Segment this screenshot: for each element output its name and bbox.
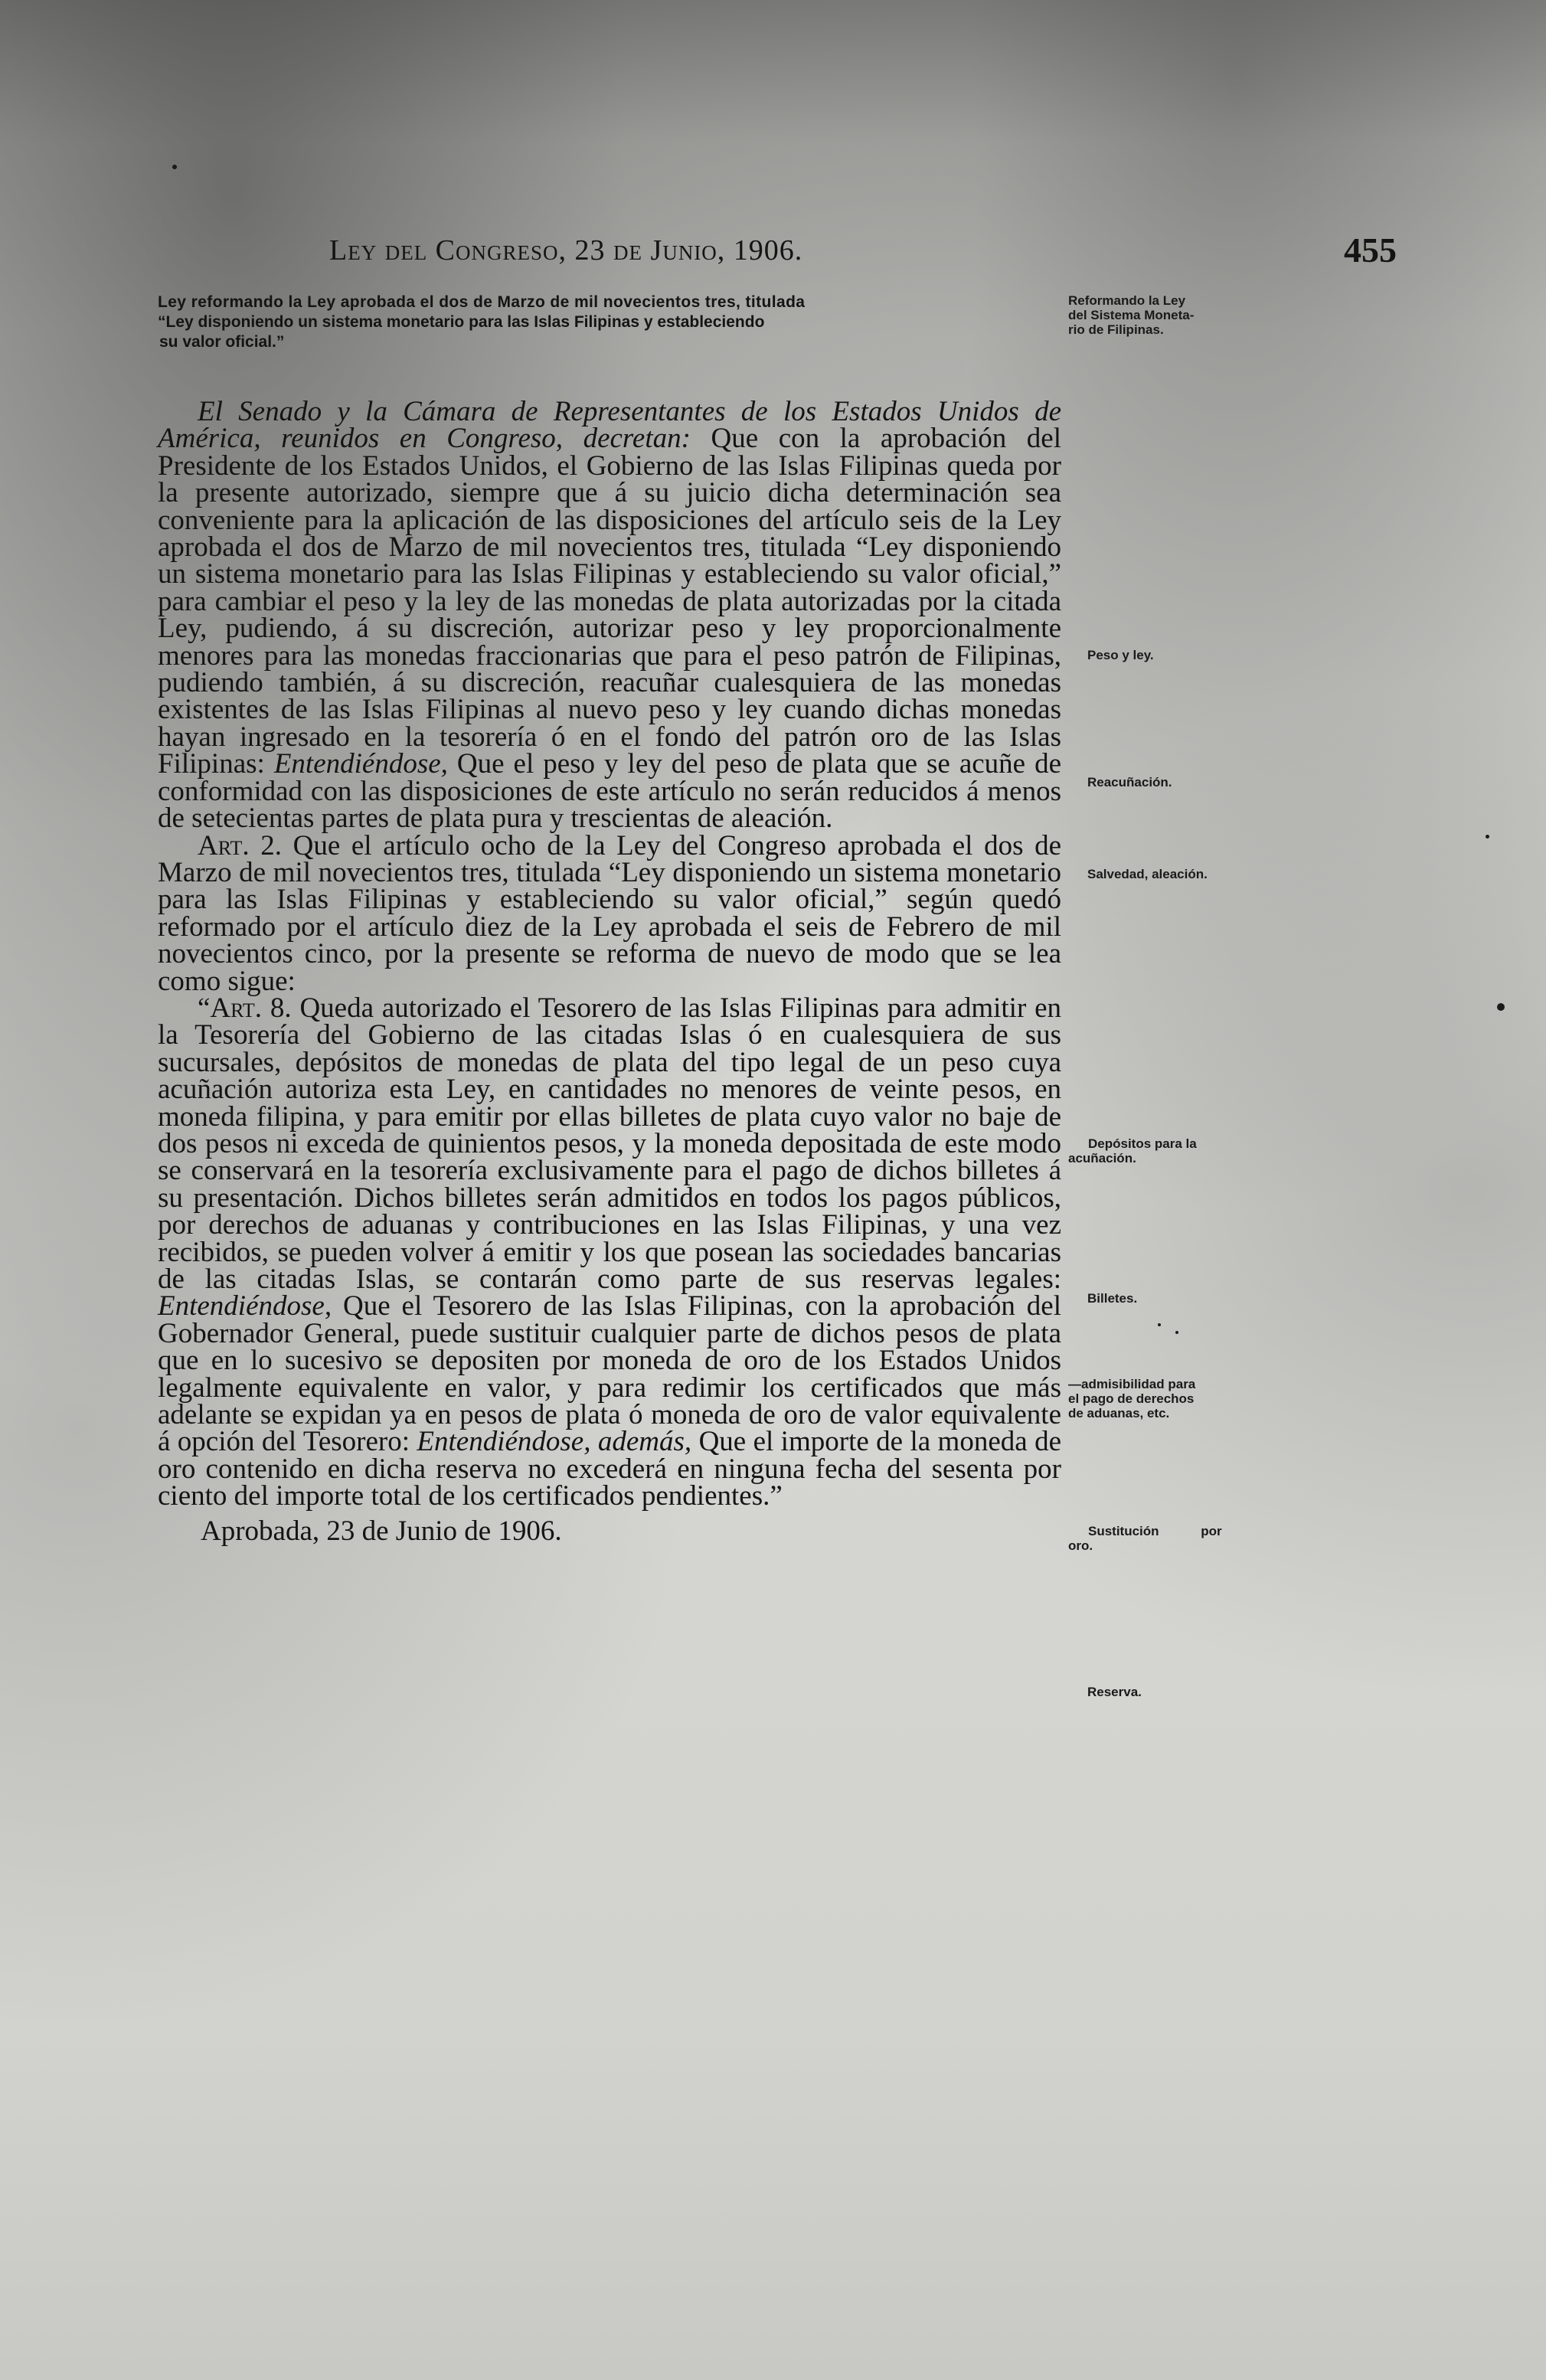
article-8-text: Queda autorizado el Tesorero de las Islas Filipinas para admitir en la Tesorería del Gobierno de las citadas Islas ó en cualesquiera de sus sucursales, depósitos de monedas de plata del tipo legal de un peso cuya acuñación autoriza esta Ley, en cantidades no menores de veinte pesos, en moneda filipina, y para emitir por ellas billetes de plata cuyo valor no baje de dos pesos ni exceda de quinientos pesos, y la moneda depositada de este modo se conservará en la tesorería exclusivamente para el pago de dichos billetes á su presentación. Dichos billetes serán admitidos en todos los pagos públicos, por derechos de aduanas y contribuciones en las Islas Filipinas, y una vez recibidos, se pueden volver á emitir y los que posean las sociedades bancarias de las citadas Islas, se contarán como parte de sus reservas legales: [158,992,1062,1295]
article-2 [158,829,1062,997]
side-note-salvedad [1087,867,1317,881]
side-note-reserva [1087,1685,1317,1699]
law-title-line-1: Ley reformando la Ley aprobada el dos de Marzo de mil novecientos tres, titulada [158,293,806,311]
side-note-reformando [1068,293,1298,337]
article-8-reserve-text: Que el importe de la moneda de oro contenido en dicha reserva no excederá en ninguna fecha del sesenta por ciento del importe total de los certificados pendientes.” [158,1426,1061,1512]
side-note-line: de aduanas, etc. [1068,1406,1170,1420]
side-note-line: rio de Filipinas. [1068,322,1164,337]
side-note-line: Salvedad, aleación. [1087,867,1208,881]
side-note-depositos [1068,1136,1298,1165]
article-1-proviso-text: Que el peso y ley del peso de plata que se acuñe de conformidad con las disposiciones de este artículo no serán reducidos á menos de setecientas partes de plata pura y trescientas de aleación. [158,748,1062,835]
page-number: 455 [1344,230,1397,270]
side-note-line: acuñación. [1068,1151,1136,1165]
side-note-peso-y-ley [1087,648,1317,662]
law-title-line-3: su valor oficial.” [159,333,285,351]
proviso-word: Entendiéndose, [273,748,448,780]
enacting-clause: El Senado y la Cámara de Representantes de los Estados Unidos de América, reunidos en Congreso, decretan: [158,396,1061,455]
scan-speck [1497,1003,1505,1011]
side-note-line: Reacuñación. [1087,775,1172,790]
side-note-line: Reserva. [1087,1685,1142,1699]
article-8-substitution-text: Que el Tesorero de las Islas Filipinas, con la aprobación del Gobernador General, puede sustituir cualquier parte de dichos pesos de plata que en lo sucesivo se depositen por moneda de oro de los Estados Unidos legalmente equivalente en valor, y para redimir los certificados que más adelante se expidan ya en pesos de plata ó moneda de oro de valor equivalente á opción del Tesorero: [158,1290,1062,1458]
article-8-label: “Art. 8. [198,992,292,1024]
scan-speck [172,165,177,169]
article-1 [158,396,1062,835]
side-note-line: del Sistema Moneta- [1068,308,1195,322]
side-note-line: oro. [1068,1538,1093,1553]
law-title-line-2: “Ley disponiendo un sistema monetario para las Islas Filipinas y estableciendo [158,313,765,331]
scan-speck [1486,835,1489,839]
side-note-line: Reformando la Ley [1068,293,1186,308]
article-2-text: Que el artículo ocho de la Ley del Congreso aprobada el dos de Marzo de mil novecientos tres, titulada “Ley disponiendo un sistema monetario para las Islas Filipinas y estableciendo su valor oficial,” según quedó reformado por el artículo diez de la Ley aprobada el seis de Febrero de mil novecientos cinco, por la presente se reforma de nuevo de modo que se lea como sigue: [158,829,1062,997]
scan-speck [1158,1323,1161,1326]
law-body [158,398,1061,1545]
article-2-label: Art. 2. [198,829,282,861]
side-note-sustitucion [1068,1524,1298,1553]
side-note-admisibilidad [1068,1377,1298,1420]
approval-line: Aprobada, 23 de Junio de 1906. [201,1515,562,1547]
running-head: Ley del Congreso, 23 de Junio, 1906. [329,234,803,266]
article-8 [158,992,1062,1512]
scan-speck [1175,1331,1178,1334]
side-note-line: Depósitos para la [1088,1136,1197,1151]
law-title [158,293,1069,352]
side-note-line: —admisibilidad para [1068,1377,1196,1391]
article-1-text: Que con la aprobación del Presidente de los Estados Unidos, el Gobierno de las Islas Filipinas queda por la presente autorizado, siempre que á su juicio dicha determinación sea conveniente para la aplicación de las disposiciones del artículo seis de la Ley aprobada el dos de Marzo de mil novecientos tres, titulada “Ley disponiendo un sistema monetario para las Islas Filipinas y estableciendo su valor oficial,” para cambiar el peso y la ley de las monedas de plata autorizadas por la citada Ley, pudiendo, á su discreción, autorizar peso y ley proporcionalmente menores para las monedas fraccionarias que para el peso patrón de Filipinas, pudiendo también, á su discreción, reacuñar cualesquiera de las monedas existentes de las Islas Filipinas al nuevo peso y ley cuando dichas monedas hayan ingresado en la tesorería ó en el fondo del patrón oro de las Islas Filipinas: [158,423,1061,780]
proviso-word: Entendiéndose, [158,1290,332,1322]
side-note-line: el pago de derechos [1068,1391,1195,1406]
side-note-billetes [1087,1291,1317,1306]
side-note-line: Billetes. [1087,1291,1138,1306]
side-note-line: Peso y ley. [1087,648,1154,662]
proviso-word: Entendiéndose, además, [417,1426,692,1458]
side-note-reacunacion [1087,775,1317,790]
side-note-line: Sustitución por [1088,1524,1222,1538]
